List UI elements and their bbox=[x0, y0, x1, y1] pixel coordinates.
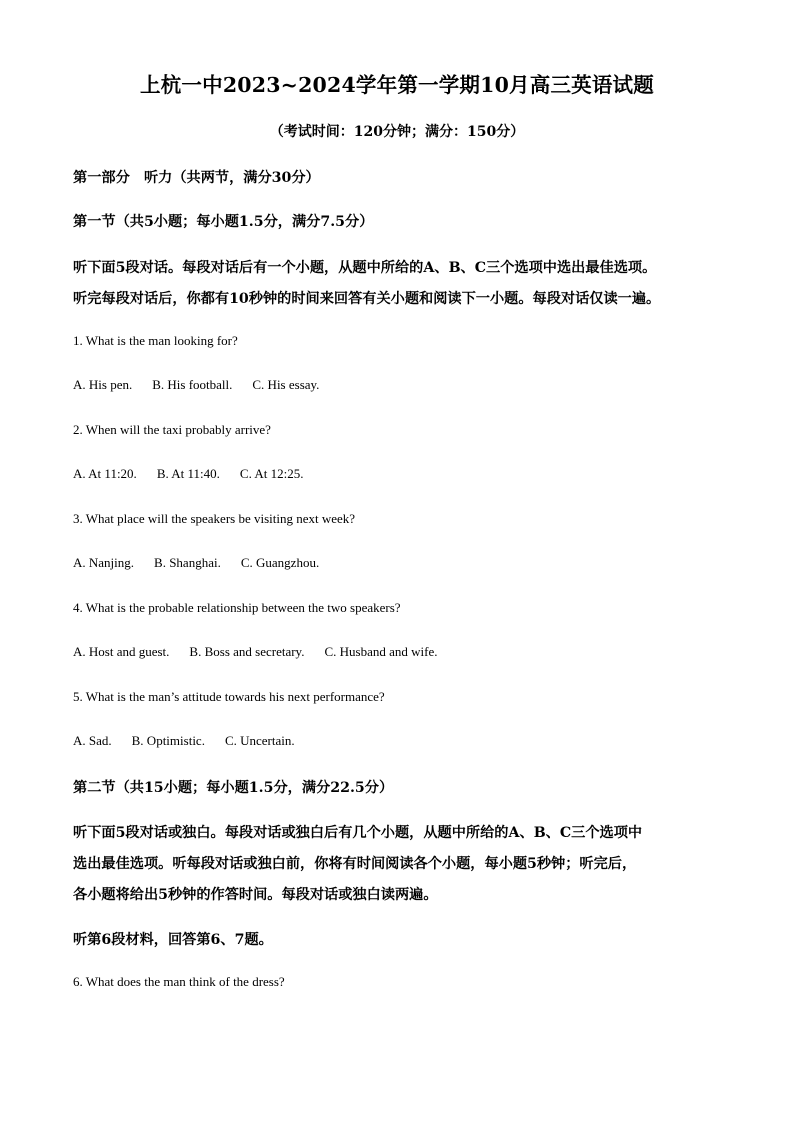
material-6-heading: 听第6段材料，回答第6、7题。 bbox=[73, 932, 273, 948]
part1-heading: 第一部分 听力（共两节，满分30分） bbox=[73, 170, 320, 186]
question-1-option-a[interactable]: A. His pen. bbox=[73, 377, 133, 392]
question-6-stem: 6. What does the man think of the dress? bbox=[73, 974, 285, 989]
question-4-stem: 4. What is the probable relationship between the two speakers? bbox=[73, 600, 401, 615]
question-5-option-a[interactable]: A. Sad. bbox=[73, 733, 112, 748]
question-2-option-c[interactable]: C. At 12:25. bbox=[239, 466, 304, 481]
question-5-option-c[interactable]: C. Uncertain. bbox=[224, 733, 295, 748]
question-1-option-b[interactable]: B. His football. bbox=[152, 377, 233, 392]
question-2-option-b[interactable]: B. At 11:40. bbox=[156, 466, 220, 481]
question-2-option-a[interactable]: A. At 11:20. bbox=[73, 466, 137, 481]
question-5-options bbox=[73, 733, 295, 749]
section2-instruction-line-3: 各小题将给出5秒钟的作答时间。每段对话或独白读两遍。 bbox=[73, 887, 438, 903]
question-3-options bbox=[73, 555, 319, 571]
question-2-options bbox=[73, 466, 303, 482]
question-1-option-c[interactable]: C. His essay. bbox=[252, 377, 320, 392]
question-2-stem: 2. When will the taxi probably arrive? bbox=[73, 422, 271, 437]
question-4-options bbox=[73, 644, 437, 660]
question-3-option-a[interactable]: A. Nanjing. bbox=[73, 555, 135, 570]
question-4-option-c[interactable]: C. Husband and wife. bbox=[324, 644, 438, 659]
question-4-option-a[interactable]: A. Host and guest. bbox=[73, 644, 170, 659]
question-1-stem: 1. What is the man looking for? bbox=[73, 333, 238, 348]
page-title: 上杭一中2023~2024学年第一学期10月高三英语试题 bbox=[140, 73, 654, 97]
question-3-option-b[interactable]: B. Shanghai. bbox=[154, 555, 221, 570]
question-4-option-b[interactable]: B. Boss and secretary. bbox=[189, 644, 305, 659]
question-5-option-b[interactable]: B. Optimistic. bbox=[131, 733, 205, 748]
question-3-option-c[interactable]: C. Guangzhou. bbox=[240, 555, 320, 570]
question-1-options bbox=[73, 377, 319, 393]
exam-info: （考试时间：120分钟；满分：150分） bbox=[269, 124, 525, 140]
section1-instruction-line-1: 听下面5段对话。每段对话后有一个小题，从题中所给的A、B、C三个选项中选出最佳选项。 bbox=[73, 260, 657, 276]
section2-heading: 第二节（共15小题；每小题1.5分，满分22.5分） bbox=[73, 780, 394, 796]
question-5-stem: 5. What is the man’s attitude towards his next performance? bbox=[73, 689, 385, 704]
section1-heading: 第一节（共5小题；每小题1.5分，满分7.5分） bbox=[73, 214, 374, 230]
section1-instruction-line-2: 听完每段对话后，你都有10秒钟的时间来回答有关小题和阅读下一小题。每段对话仅读一遍。 bbox=[73, 291, 661, 307]
question-3-stem: 3. What place will the speakers be visiting next week? bbox=[73, 511, 356, 526]
section2-instruction-line-1: 听下面5段对话或独白。每段对话或独白后有几个小题，从题中所给的A、B、C三个选项中 bbox=[73, 825, 643, 841]
section2-instruction-line-2: 选出最佳选项。听每段对话或独白前，你将有时间阅读各个小题，每小题5秒钟；听完后， bbox=[73, 856, 637, 872]
